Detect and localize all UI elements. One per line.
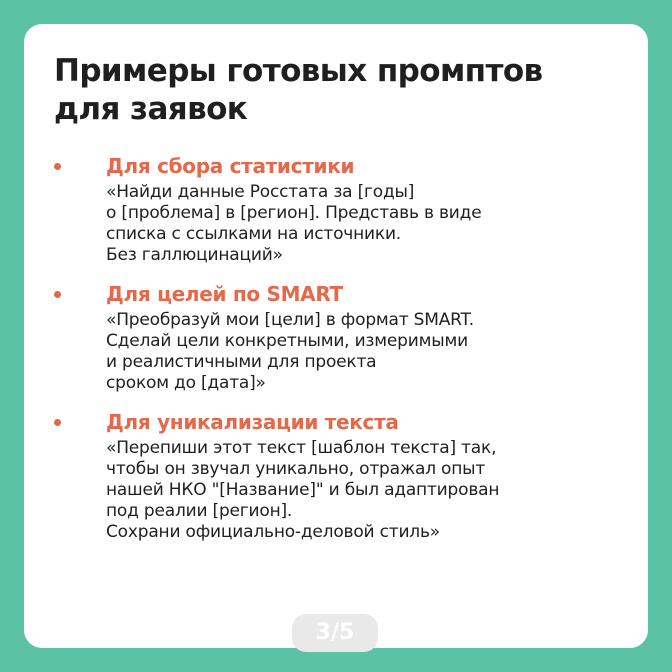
page-indicator: 3/5: [292, 614, 378, 652]
bullet-dot-icon: [54, 419, 61, 426]
item-heading: Для целей по SMART: [106, 282, 343, 306]
slide-card: [24, 24, 648, 648]
item-text: «Преобразуй мои [цели] в формат SMART. Сделай цели конкретными, измеримыми и реалистичными для проекта сроком до [дата]»: [106, 310, 474, 393]
prompt-list: [52, 152, 632, 557]
item-text: «Перепиши этот текст [шаблон текста] так, чтобы он звучал уникально, отражал опыт нашей НКО "[Название]" и был адаптирован под реалии [регион]. Сохрани официально-деловой стиль»: [106, 438, 500, 542]
slide-title: Примеры готовых промптов для заявок: [54, 53, 543, 127]
list-item-uniqueness: [52, 408, 632, 543]
list-item-smart: [52, 280, 632, 394]
list-item-statistics: [52, 152, 632, 266]
item-heading: Для уникализации текста: [106, 410, 399, 434]
bullet-dot-icon: [54, 163, 61, 170]
bullet-dot-icon: [54, 291, 61, 298]
item-text: «Найди данные Росстата за [годы] о [проблема] в [регион]. Представь в виде списка с ссылками на источники. Без галлюцинаций»: [106, 182, 482, 265]
item-heading: Для сбора статистики: [106, 154, 355, 178]
